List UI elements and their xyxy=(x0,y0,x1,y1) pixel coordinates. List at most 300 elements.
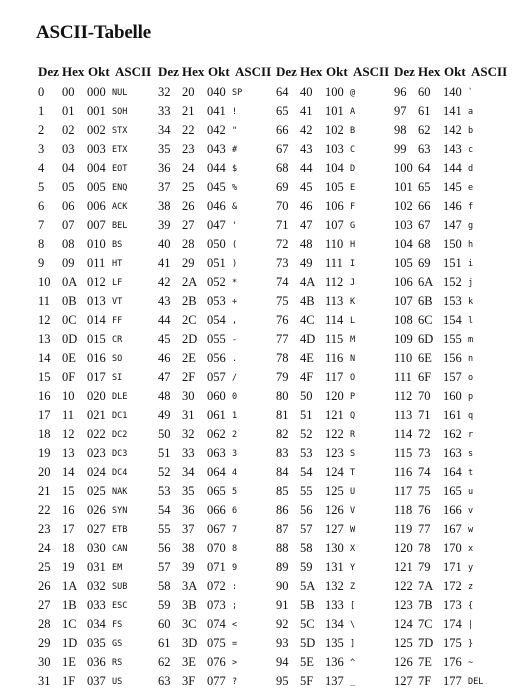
dez-cell: 49 xyxy=(158,408,171,422)
okt-cell: 124 xyxy=(325,465,344,479)
hex-cell: 42 xyxy=(300,123,313,137)
okt-cell: 014 xyxy=(87,313,106,327)
header-hex: Hex xyxy=(182,64,205,79)
hex-cell: 1A xyxy=(62,579,78,593)
dez-cell: 74 xyxy=(276,275,289,289)
dez-cell: 38 xyxy=(158,199,171,213)
okt-cell: 005 xyxy=(87,180,106,194)
hex-cell: 14 xyxy=(62,465,75,479)
okt-cell: 075 xyxy=(207,636,226,650)
okt-cell: 046 xyxy=(207,199,226,213)
hex-cell: 04 xyxy=(62,161,75,175)
ascii-cell: J xyxy=(350,278,356,288)
okt-cell: 021 xyxy=(87,408,106,422)
hex-cell: 34 xyxy=(182,465,195,479)
okt-cell: 024 xyxy=(87,465,106,479)
ascii-cell: > xyxy=(232,658,238,668)
hex-cell: 7C xyxy=(418,617,433,631)
dez-cell: 27 xyxy=(38,598,51,612)
hex-cell: 5A xyxy=(300,579,316,593)
hex-cell: 11 xyxy=(62,408,75,422)
dez-cell: 91 xyxy=(276,598,289,612)
dez-cell: 37 xyxy=(158,180,171,194)
ascii-cell: CR xyxy=(112,335,123,345)
ascii-cell: h xyxy=(468,240,474,250)
okt-cell: 074 xyxy=(207,617,226,631)
hex-cell: 65 xyxy=(418,180,431,194)
ascii-cell: T xyxy=(350,468,356,478)
hex-cell: 40 xyxy=(300,85,313,99)
hex-cell: 6C xyxy=(418,313,433,327)
okt-cell: 143 xyxy=(443,142,462,156)
okt-cell: 015 xyxy=(87,332,106,346)
okt-cell: 023 xyxy=(87,446,106,460)
okt-cell: 155 xyxy=(443,332,462,346)
hex-cell: 55 xyxy=(300,484,313,498)
header-hex: Hex xyxy=(418,64,441,79)
hex-cell: 15 xyxy=(62,484,75,498)
dez-cell: 21 xyxy=(38,484,51,498)
okt-cell: 106 xyxy=(325,199,344,213)
ascii-cell: < xyxy=(232,620,238,630)
dez-cell: 46 xyxy=(158,351,171,365)
ascii-cell: b xyxy=(468,126,474,136)
header-okt: Okt xyxy=(444,64,466,79)
dez-cell: 106 xyxy=(394,275,413,289)
dez-cell: 72 xyxy=(276,237,289,251)
ascii-cell: GS xyxy=(112,639,123,649)
hex-cell: 1B xyxy=(62,598,77,612)
hex-cell: 6D xyxy=(418,332,434,346)
hex-cell: 09 xyxy=(62,256,75,270)
hex-cell: 5B xyxy=(300,598,315,612)
dez-cell: 100 xyxy=(394,161,413,175)
hex-cell: 53 xyxy=(300,446,313,460)
okt-cell: 112 xyxy=(325,275,344,289)
dez-cell: 7 xyxy=(38,218,45,232)
dez-cell: 80 xyxy=(276,389,289,403)
hex-cell: 1F xyxy=(62,674,76,688)
ascii-cell: DC4 xyxy=(112,468,128,478)
ascii-cell: 6 xyxy=(232,506,238,516)
dez-cell: 20 xyxy=(38,465,51,479)
dez-cell: 98 xyxy=(394,123,407,137)
ascii-cell: E xyxy=(350,183,356,193)
ascii-cell: ENQ xyxy=(112,183,128,193)
ascii-cell: m xyxy=(468,335,474,345)
dez-cell: 86 xyxy=(276,503,289,517)
okt-cell: 156 xyxy=(443,351,462,365)
dez-cell: 17 xyxy=(38,408,51,422)
okt-cell: 067 xyxy=(207,522,226,536)
header-ascii: ASCII xyxy=(353,64,390,79)
dez-cell: 66 xyxy=(276,123,289,137)
ascii-cell: SOH xyxy=(112,107,128,117)
dez-cell: 32 xyxy=(158,85,171,99)
okt-cell: 153 xyxy=(443,294,462,308)
hex-cell: 70 xyxy=(418,389,431,403)
ascii-cell: k xyxy=(468,297,474,307)
okt-cell: 117 xyxy=(325,370,344,384)
dez-cell: 33 xyxy=(158,104,171,118)
ascii-cell: O xyxy=(350,373,356,383)
dez-cell: 14 xyxy=(38,351,51,365)
okt-cell: 165 xyxy=(443,484,462,498)
header-okt: Okt xyxy=(88,64,110,79)
okt-cell: 163 xyxy=(443,446,462,460)
okt-cell: 125 xyxy=(325,484,344,498)
dez-cell: 71 xyxy=(276,218,289,232)
dez-cell: 55 xyxy=(158,522,171,536)
hex-cell: 27 xyxy=(182,218,195,232)
hex-cell: 0D xyxy=(62,332,78,346)
hex-cell: 6B xyxy=(418,294,433,308)
hex-cell: 06 xyxy=(62,199,75,213)
ascii-cell: p xyxy=(468,392,474,402)
hex-cell: 23 xyxy=(182,142,195,156)
ascii-cell: I xyxy=(350,259,356,269)
ascii-cell: X xyxy=(350,544,356,554)
dez-cell: 62 xyxy=(158,655,171,669)
dez-cell: 13 xyxy=(38,332,51,346)
hex-cell: 44 xyxy=(300,161,313,175)
hex-cell: 0F xyxy=(62,370,76,384)
dez-cell: 16 xyxy=(38,389,51,403)
dez-cell: 34 xyxy=(158,123,171,137)
header-hex: Hex xyxy=(62,64,85,79)
dez-cell: 1 xyxy=(38,104,45,118)
dez-cell: 22 xyxy=(38,503,51,517)
dez-cell: 82 xyxy=(276,427,289,441)
ascii-cell: q xyxy=(468,411,474,421)
okt-cell: 063 xyxy=(207,446,226,460)
ascii-cell: ' xyxy=(232,221,238,231)
dez-cell: 115 xyxy=(394,446,413,460)
hex-cell: 37 xyxy=(182,522,195,536)
okt-cell: 136 xyxy=(325,655,344,669)
hex-cell: 5C xyxy=(300,617,315,631)
okt-cell: 020 xyxy=(87,389,106,403)
ascii-cell: M xyxy=(350,335,356,345)
hex-cell: 1E xyxy=(62,655,76,669)
okt-cell: 044 xyxy=(207,161,226,175)
dez-cell: 84 xyxy=(276,465,289,479)
dez-cell: 59 xyxy=(158,598,171,612)
dez-cell: 83 xyxy=(276,446,289,460)
dez-cell: 53 xyxy=(158,484,171,498)
dez-cell: 47 xyxy=(158,370,171,384)
hex-cell: 4E xyxy=(300,351,314,365)
okt-cell: 022 xyxy=(87,427,106,441)
dez-cell: 75 xyxy=(276,294,289,308)
dez-cell: 103 xyxy=(394,218,413,232)
dez-cell: 11 xyxy=(38,294,51,308)
ascii-cell: # xyxy=(232,145,238,155)
hex-cell: 33 xyxy=(182,446,195,460)
hex-cell: 01 xyxy=(62,104,75,118)
okt-cell: 025 xyxy=(87,484,106,498)
okt-cell: 171 xyxy=(443,560,462,574)
ascii-cell: DC2 xyxy=(112,430,128,440)
dez-cell: 2 xyxy=(38,123,45,137)
okt-cell: 142 xyxy=(443,123,462,137)
hex-cell: 3A xyxy=(182,579,198,593)
hex-cell: 3E xyxy=(182,655,196,669)
hex-cell: 52 xyxy=(300,427,313,441)
okt-cell: 157 xyxy=(443,370,462,384)
dez-cell: 9 xyxy=(38,256,45,270)
okt-cell: 017 xyxy=(87,370,106,384)
ascii-cell: DEL xyxy=(468,677,484,687)
okt-cell: 066 xyxy=(207,503,226,517)
okt-cell: 110 xyxy=(325,237,344,251)
okt-cell: 064 xyxy=(207,465,226,479)
ascii-cell: o xyxy=(468,373,474,383)
okt-cell: 174 xyxy=(443,617,462,631)
hex-cell: 6E xyxy=(418,351,432,365)
okt-cell: 145 xyxy=(443,180,462,194)
hex-cell: 72 xyxy=(418,427,431,441)
okt-cell: 175 xyxy=(443,636,462,650)
okt-cell: 176 xyxy=(443,655,462,669)
okt-cell: 101 xyxy=(325,104,344,118)
dez-cell: 48 xyxy=(158,389,171,403)
okt-cell: 001 xyxy=(87,104,106,118)
ascii-cell: $ xyxy=(232,164,238,174)
dez-cell: 60 xyxy=(158,617,171,631)
ascii-cell: L xyxy=(350,316,356,326)
dez-cell: 28 xyxy=(38,617,51,631)
hex-cell: 3D xyxy=(182,636,198,650)
okt-cell: 012 xyxy=(87,275,106,289)
hex-cell: 50 xyxy=(300,389,313,403)
okt-cell: 114 xyxy=(325,313,344,327)
dez-cell: 94 xyxy=(276,655,289,669)
okt-cell: 115 xyxy=(325,332,344,346)
hex-cell: 24 xyxy=(182,161,195,175)
header-ascii: ASCII xyxy=(471,64,508,79)
hex-cell: 00 xyxy=(62,85,75,99)
okt-cell: 140 xyxy=(443,85,462,99)
ascii-cell: % xyxy=(232,183,238,193)
dez-cell: 40 xyxy=(158,237,171,251)
hex-cell: 71 xyxy=(418,408,431,422)
ascii-cell: - xyxy=(232,335,238,345)
ascii-cell: [ xyxy=(350,601,356,611)
ascii-cell: EOT xyxy=(112,164,128,174)
ascii-cell: FF xyxy=(112,316,123,326)
ascii-cell: RS xyxy=(112,658,123,668)
okt-cell: 076 xyxy=(207,655,226,669)
dez-cell: 42 xyxy=(158,275,171,289)
okt-cell: 033 xyxy=(87,598,106,612)
hex-cell: 43 xyxy=(300,142,313,156)
okt-cell: 147 xyxy=(443,218,462,232)
dez-cell: 6 xyxy=(38,199,45,213)
hex-cell: 69 xyxy=(418,256,431,270)
ascii-cell: D xyxy=(350,164,356,174)
hex-cell: 62 xyxy=(418,123,431,137)
dez-cell: 4 xyxy=(38,161,45,175)
hex-cell: 64 xyxy=(418,161,431,175)
ascii-cell: z xyxy=(468,582,474,592)
hex-cell: 05 xyxy=(62,180,75,194)
hex-cell: 4F xyxy=(300,370,314,384)
dez-cell: 101 xyxy=(394,180,413,194)
dez-cell: 92 xyxy=(276,617,289,631)
ascii-cell: 2 xyxy=(232,430,238,440)
dez-cell: 124 xyxy=(394,617,413,631)
ascii-cell: R xyxy=(350,430,356,440)
ascii-cell: ( xyxy=(232,240,238,250)
ascii-cell: DC1 xyxy=(112,411,128,421)
ascii-cell: SO xyxy=(112,354,123,364)
okt-cell: 152 xyxy=(443,275,462,289)
dez-cell: 118 xyxy=(394,503,413,517)
hex-cell: 48 xyxy=(300,237,313,251)
ascii-cell: 1 xyxy=(232,411,238,421)
okt-cell: 042 xyxy=(207,123,226,137)
okt-cell: 043 xyxy=(207,142,226,156)
hex-cell: 7A xyxy=(418,579,434,593)
hex-cell: 20 xyxy=(182,85,195,99)
hex-cell: 13 xyxy=(62,446,75,460)
okt-cell: 107 xyxy=(325,218,344,232)
ascii-cell: Y xyxy=(350,563,356,573)
hex-cell: 56 xyxy=(300,503,313,517)
okt-cell: 133 xyxy=(325,598,344,612)
ascii-cell: } xyxy=(468,639,474,649)
dez-cell: 57 xyxy=(158,560,171,574)
ascii-cell: H xyxy=(350,240,356,250)
okt-cell: 065 xyxy=(207,484,226,498)
hex-cell: 67 xyxy=(418,218,431,232)
dez-cell: 114 xyxy=(394,427,413,441)
hex-cell: 6F xyxy=(418,370,432,384)
ascii-cell: 5 xyxy=(232,487,238,497)
okt-cell: 050 xyxy=(207,237,226,251)
okt-cell: 034 xyxy=(87,617,106,631)
ascii-cell: a xyxy=(468,107,474,117)
okt-cell: 053 xyxy=(207,294,226,308)
hex-cell: 47 xyxy=(300,218,313,232)
okt-cell: 041 xyxy=(207,104,226,118)
dez-cell: 105 xyxy=(394,256,413,270)
ascii-cell: LF xyxy=(112,278,123,288)
dez-cell: 87 xyxy=(276,522,289,536)
ascii-cell: U xyxy=(350,487,356,497)
okt-cell: 122 xyxy=(325,427,344,441)
ascii-cell: BEL xyxy=(112,221,128,231)
okt-cell: 054 xyxy=(207,313,226,327)
hex-cell: 3C xyxy=(182,617,197,631)
dez-cell: 19 xyxy=(38,446,51,460)
ascii-cell: x xyxy=(468,544,474,554)
okt-cell: 031 xyxy=(87,560,106,574)
dez-cell: 119 xyxy=(394,522,413,536)
dez-cell: 89 xyxy=(276,560,289,574)
hex-cell: 58 xyxy=(300,541,313,555)
okt-cell: 057 xyxy=(207,370,226,384)
dez-cell: 44 xyxy=(158,313,171,327)
okt-cell: 032 xyxy=(87,579,106,593)
hex-cell: 0E xyxy=(62,351,76,365)
okt-cell: 111 xyxy=(325,256,343,270)
dez-cell: 18 xyxy=(38,427,51,441)
okt-cell: 104 xyxy=(325,161,344,175)
hex-cell: 21 xyxy=(182,104,195,118)
hex-cell: 4B xyxy=(300,294,315,308)
ascii-cell: K xyxy=(350,297,356,307)
dez-cell: 102 xyxy=(394,199,413,213)
ascii-cell: CAN xyxy=(112,544,128,554)
hex-cell: 5E xyxy=(300,655,314,669)
dez-cell: 68 xyxy=(276,161,289,175)
hex-cell: 7D xyxy=(418,636,434,650)
ascii-cell: SYN xyxy=(112,506,128,516)
dez-cell: 113 xyxy=(394,408,413,422)
dez-cell: 97 xyxy=(394,104,407,118)
dez-cell: 125 xyxy=(394,636,413,650)
ascii-cell: NAK xyxy=(112,487,128,497)
ascii-cell: = xyxy=(232,639,238,649)
dez-cell: 50 xyxy=(158,427,171,441)
okt-cell: 121 xyxy=(325,408,344,422)
header-dez: Dez xyxy=(158,64,179,79)
ascii-cell: ^ xyxy=(350,658,356,668)
okt-cell: 011 xyxy=(87,256,106,270)
dez-cell: 123 xyxy=(394,598,413,612)
header-dez: Dez xyxy=(276,64,297,79)
okt-cell: 172 xyxy=(443,579,462,593)
okt-cell: 007 xyxy=(87,218,106,232)
ascii-cell: 0 xyxy=(232,392,238,402)
dez-cell: 73 xyxy=(276,256,289,270)
page-title: ASCII-Tabelle xyxy=(36,22,151,43)
dez-cell: 24 xyxy=(38,541,51,555)
ascii-cell: VT xyxy=(112,297,123,307)
ascii-cell: ETX xyxy=(112,145,128,155)
hex-cell: 1C xyxy=(62,617,77,631)
okt-cell: 040 xyxy=(207,85,226,99)
ascii-cell: ) xyxy=(232,259,238,269)
dez-cell: 127 xyxy=(394,674,413,688)
dez-cell: 56 xyxy=(158,541,171,555)
hex-cell: 22 xyxy=(182,123,195,137)
dez-cell: 64 xyxy=(276,85,289,99)
dez-cell: 112 xyxy=(394,389,413,403)
header-hex: Hex xyxy=(300,64,323,79)
okt-cell: 000 xyxy=(87,85,106,99)
okt-cell: 100 xyxy=(325,85,344,99)
ascii-cell: P xyxy=(350,392,356,402)
ascii-cell: Z xyxy=(350,582,356,592)
hex-cell: 1D xyxy=(62,636,78,650)
ascii-cell: u xyxy=(468,487,474,497)
dez-cell: 3 xyxy=(38,142,45,156)
hex-cell: 28 xyxy=(182,237,195,251)
hex-cell: 41 xyxy=(300,104,313,118)
hex-cell: 77 xyxy=(418,522,431,536)
hex-cell: 61 xyxy=(418,104,431,118)
ascii-cell: N xyxy=(350,354,356,364)
ascii-cell: \ xyxy=(350,620,356,630)
hex-cell: 2F xyxy=(182,370,196,384)
hex-cell: 08 xyxy=(62,237,75,251)
dez-cell: 15 xyxy=(38,370,51,384)
okt-cell: 027 xyxy=(87,522,106,536)
ascii-cell: 9 xyxy=(232,563,238,573)
